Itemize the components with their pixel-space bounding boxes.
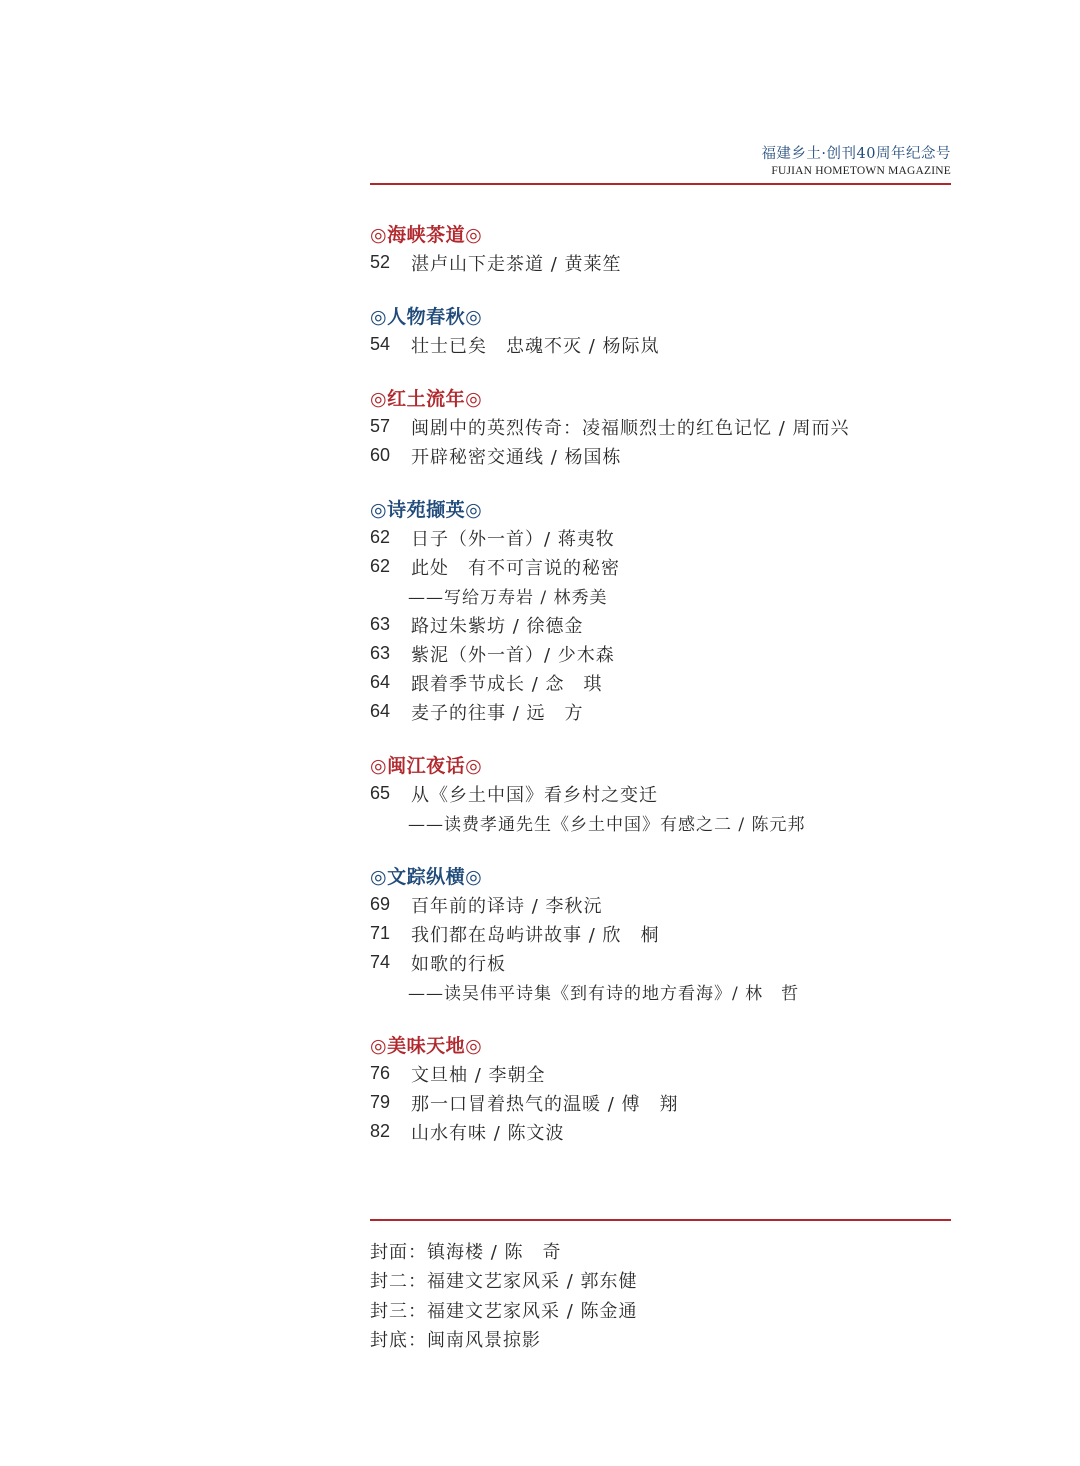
page-number: 60 [370,445,391,465]
section-heading: ◎红土流年◎ [370,387,483,410]
cover-credits [370,1236,638,1354]
toc-section [370,493,951,726]
article-title: 我们都在岛屿讲故事 / 欣 桐 [411,924,660,946]
article-title: 此处 有不可言说的秘密 [411,557,620,579]
article-title: 路过朱紫坊 / 徐德金 [411,615,584,637]
toc-entry[interactable] [370,330,951,359]
toc-entry[interactable] [370,441,951,470]
article-title: 湛卢山下走茶道 / 黄莱笙 [411,253,622,275]
article-title: 那一口冒着热气的温暖 / 傅 翔 [411,1093,679,1115]
magazine-header [761,144,951,178]
page-number: 71 [370,923,391,943]
article-title: 百年前的译诗 / 李秋沅 [411,895,603,917]
toc-section [370,749,951,837]
page-number: 79 [370,1092,391,1112]
toc-section [370,218,951,277]
toc-section [370,300,951,359]
section-heading: ◎诗苑撷英◎ [370,498,483,521]
article-title: 紫泥（外一首）/ 少木森 [411,644,615,666]
article-title: 跟着季节成长 / 念 琪 [411,673,603,695]
toc-entry[interactable] [370,523,951,552]
toc-entry[interactable] [370,552,951,581]
article-title: 开辟秘密交通线 / 杨国栋 [411,446,622,468]
article-title: 从《乡土中国》看乡村之变迁 [411,784,658,806]
toc-entry[interactable] [370,639,951,668]
toc-entry[interactable] [370,610,951,639]
toc-entry[interactable] [370,779,951,808]
section-heading: ◎人物春秋◎ [370,305,483,328]
article-subtitle: ——写给万寿岩 / 林秀美 [408,588,608,608]
cover-credit: 封二：福建文艺家风采 / 郭东健 [370,1271,638,1293]
cover-credit: 封面：镇海楼 / 陈 奇 [370,1241,562,1263]
toc-entry[interactable] [370,1088,951,1117]
section-heading: ◎闽江夜话◎ [370,754,483,777]
page-number: 63 [370,643,391,663]
toc-entry[interactable] [370,948,951,977]
article-title: 闽剧中的英烈传奇：凌福顺烈士的红色记忆 / 周而兴 [411,417,850,439]
top-divider [370,183,951,185]
page-number: 65 [370,783,391,803]
toc-entry[interactable] [370,668,951,697]
page-number: 63 [370,614,391,634]
toc-section [370,382,951,470]
article-title: 山水有味 / 陈文波 [411,1122,565,1144]
page-number: 52 [370,252,391,272]
page-number: 82 [370,1121,391,1141]
toc-entry[interactable] [370,697,951,726]
page-number: 74 [370,952,391,972]
toc-section [370,1029,951,1146]
article-title: 如歌的行板 [411,953,506,975]
toc-entry[interactable] [370,890,951,919]
magazine-title-cn: 福建乡土·创刊40周年纪念号 [761,146,951,162]
cover-credit: 封底：闽南风景掠影 [370,1330,541,1352]
toc-entry[interactable] [370,412,951,441]
page-number: 69 [370,894,391,914]
page-number: 62 [370,556,391,576]
page-number: 76 [370,1063,391,1083]
article-subtitle: ——读吴伟平诗集《到有诗的地方看海》/ 林 哲 [408,984,800,1004]
toc-entry[interactable] [370,248,951,277]
toc-entry[interactable] [370,1059,951,1088]
toc-entry[interactable] [370,919,951,948]
page-number: 64 [370,672,391,692]
page-number: 54 [370,334,391,354]
table-of-contents [370,218,951,1169]
toc-section [370,860,951,1006]
magazine-title-en: FUJIAN HOMETOWN MAGAZINE [771,165,951,177]
toc-entry[interactable] [370,1117,951,1146]
section-heading: ◎海峡茶道◎ [370,223,483,246]
page-number: 64 [370,701,391,721]
page-number: 57 [370,416,391,436]
article-title: 日子（外一首）/ 蒋夷牧 [411,528,615,550]
section-heading: ◎美味天地◎ [370,1034,483,1057]
section-heading: ◎文踪纵横◎ [370,865,483,888]
article-title: 壮士已矣 忠魂不灭 / 杨际岚 [411,335,660,357]
cover-credit: 封三：福建文艺家风采 / 陈金通 [370,1300,638,1322]
page-number: 62 [370,527,391,547]
article-title: 麦子的往事 / 远 方 [411,702,584,724]
article-subtitle: ——读费孝通先生《乡土中国》有感之二 / 陈元邦 [408,815,806,835]
article-title: 文旦柚 / 李朝全 [411,1064,546,1086]
bottom-divider [370,1219,951,1221]
